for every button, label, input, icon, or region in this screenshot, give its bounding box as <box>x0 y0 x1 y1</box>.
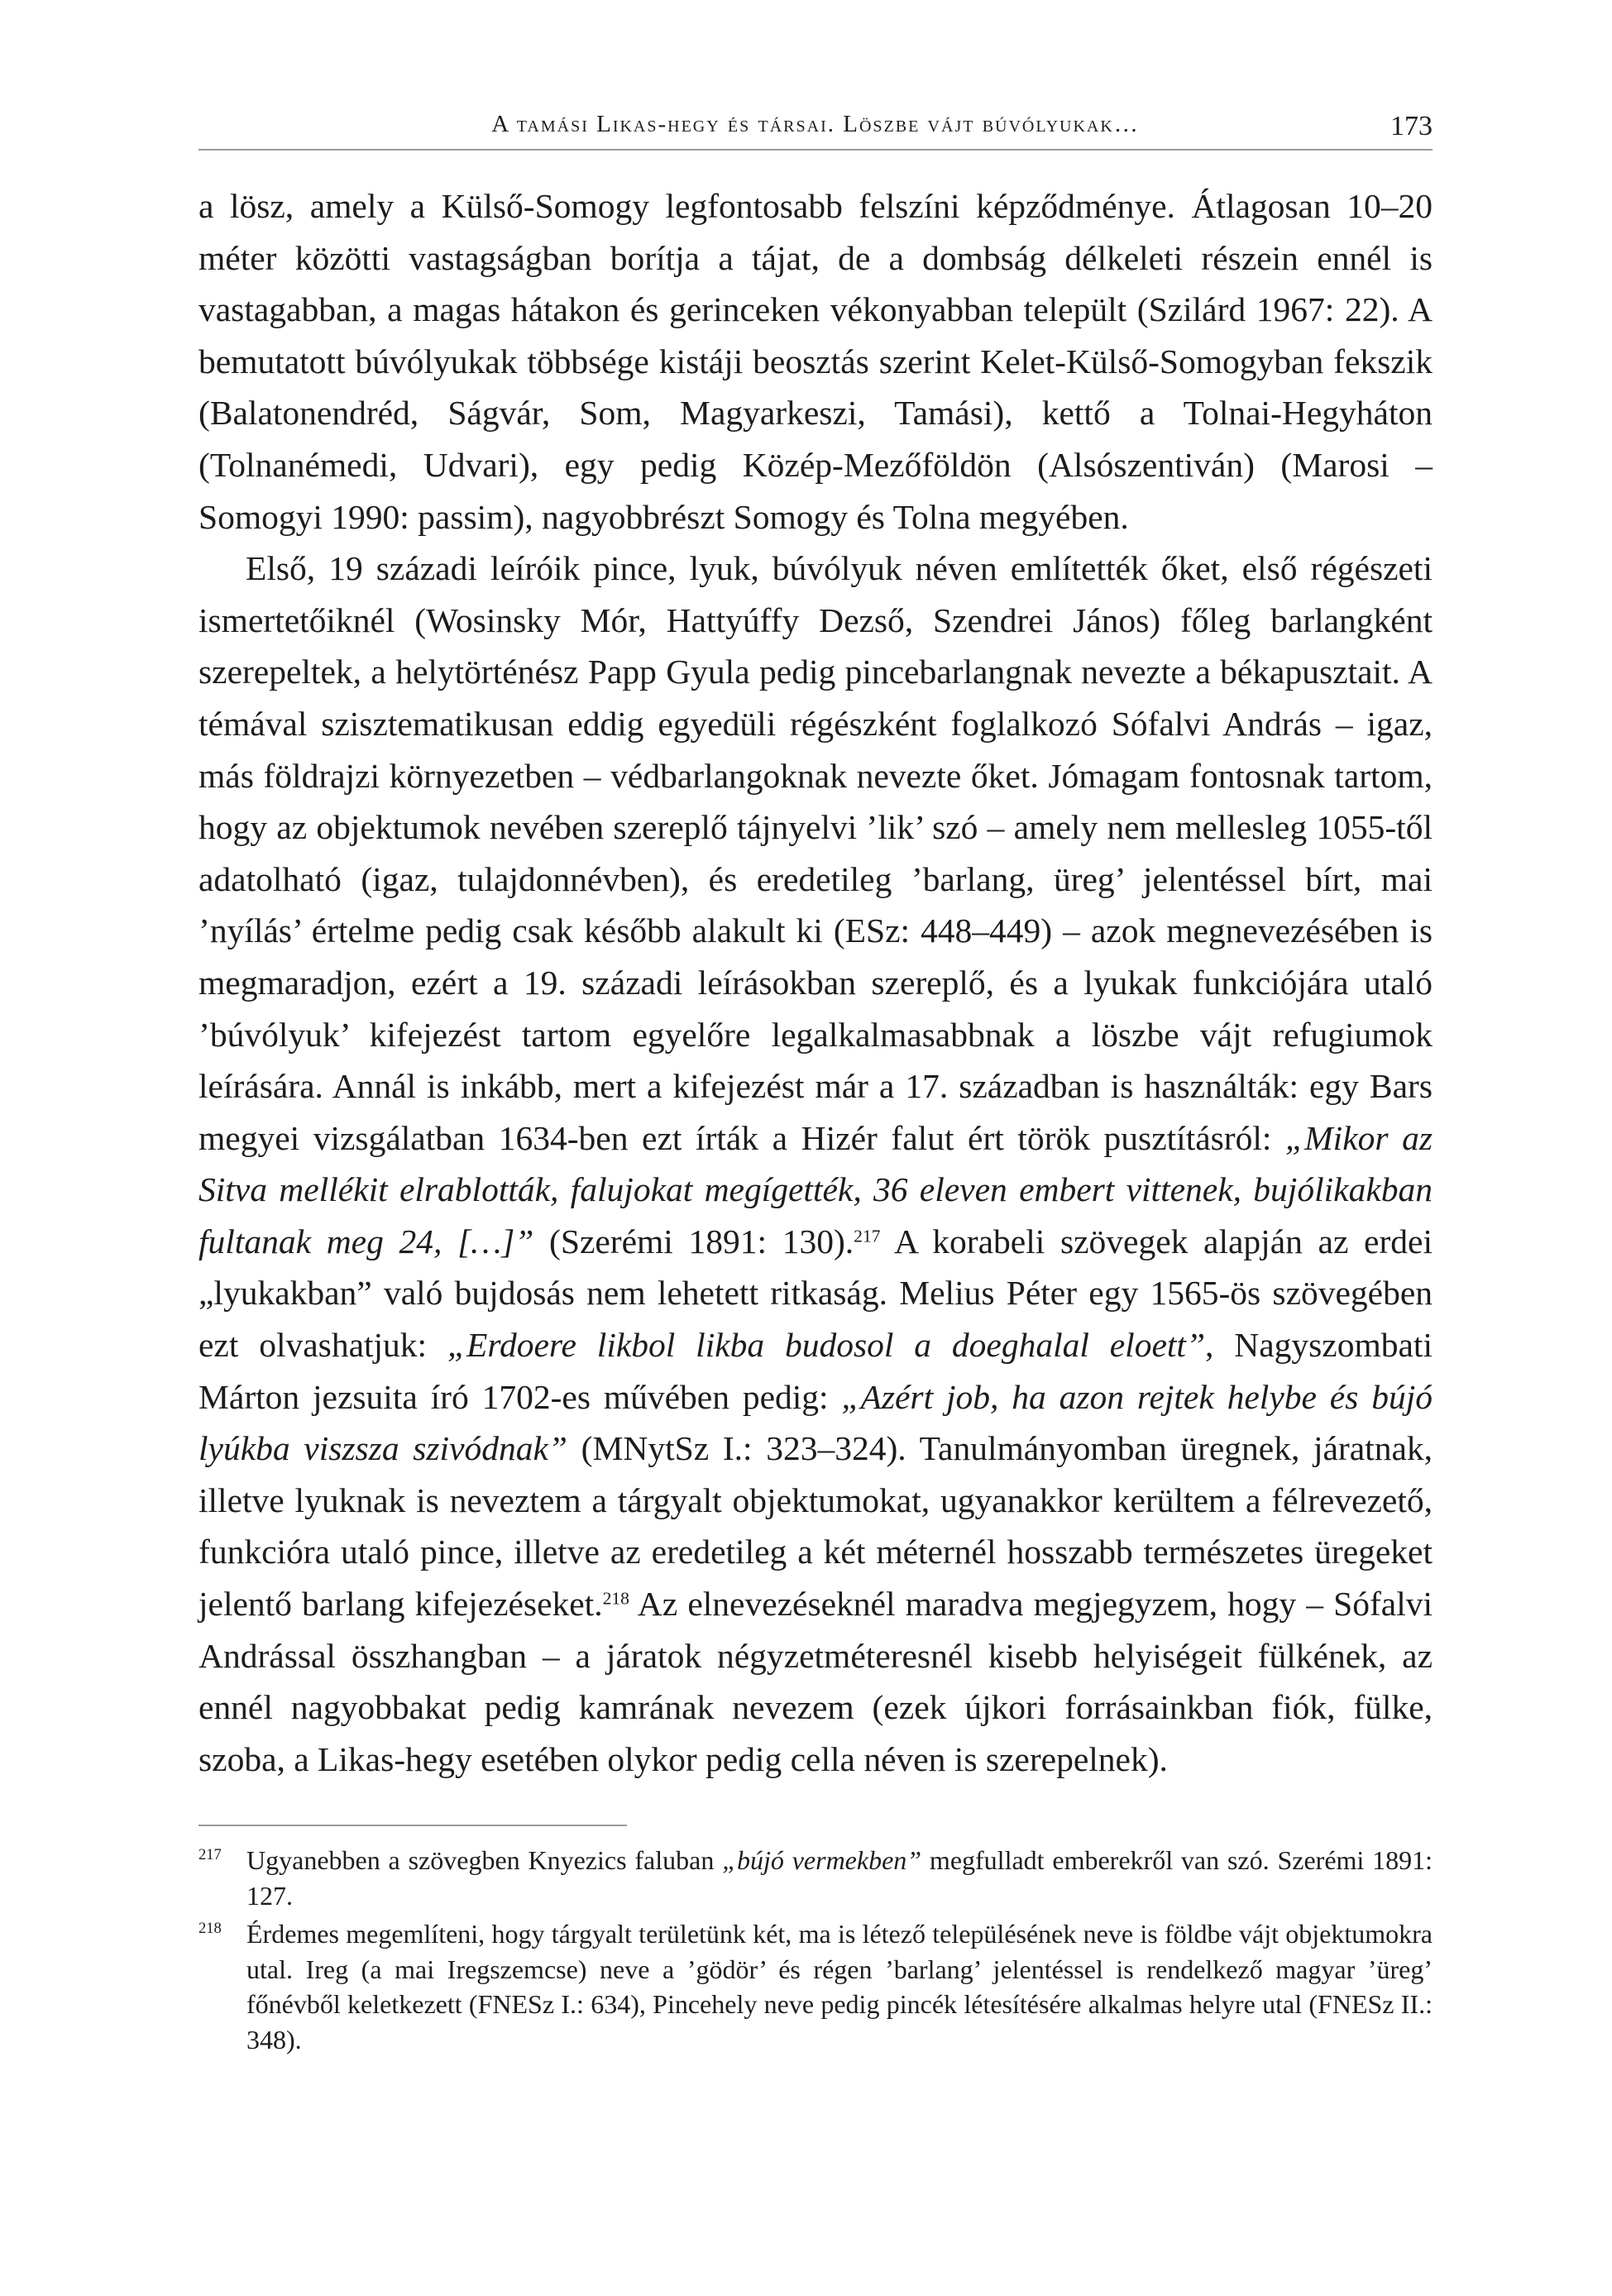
italic-quote: „bújó vermekben” <box>722 1845 922 1876</box>
text-run: Ugyanebben a szövegben Knyezics faluban <box>246 1845 723 1876</box>
footnote-number: 217 <box>199 1846 222 1864</box>
italic-quote: „Mikor az Sitva mellékit elrablották, falujokat megígették, 36 eleven embert vittenek, bujólikakban fultanak meg 24, […]” <box>199 1118 1433 1260</box>
footnote <box>199 1916 1433 2057</box>
footnotes <box>199 1843 1433 2057</box>
text-run: Az elnevezéseknél maradva megjegyzem, hogy – Sófalvi Andrással összhangban – a járatok négyzetméteresnél kisebb helyiségeit fülkének, az ennél nagyobbakat pedig kamrának nevezem (ezek újkori forrásainkban fiók, fülke, szoba, a Likas-hegy esetében olykor pedig cella néven is szerepelnek). <box>199 1585 1433 1778</box>
italic-quote: „Erdoere likbol likba budosol a doeghalal eloett” <box>447 1326 1206 1365</box>
text-run: megfulladt emberekről van szó. Szerémi 1891: 127. <box>246 1845 1433 1911</box>
paragraph: a lösz, amely a Külső-Somogy legfontosabb felszíni képződménye. Átlagosan 10–20 méter közötti vastagságban borítja a tájat, de a dombság délkeleti részein ennél is vastagabban, a magas hátakon és gerinceken vékonyabban települt (Szilárd 1967: 22). A bemutatott búvólyukak többsége kistáji beosztás szerint Kelet-Külső-Somogyban fekszik (Balatonendréd, Ságvár, Som, Magyarkeszi, Tamási), kettő a Tolnai-Hegyháton (Tolnanémedi, Udvari), egy pedig Közép-Mezőföldön (Alsószentiván) (Marosi – Somogyi 1990: passim), nagyobbrészt Somogy és Tolna megyében. <box>199 187 1433 536</box>
footnote-divider <box>199 1825 627 1826</box>
text-run: Első, 19 századi leíróik pince, lyuk, búvólyuk néven említették őket, első régészeti ismertetőiknél (Wosinsky Mór, Hattyúffy Dezső, Szendrei János) főleg barlangként szerepeltek, a helytörténész Papp Gyula pedig pincebarlangnak nevezte a békapusztait. A témával szisztematikusan eddig egyedüli régészként foglalkozó Sófalvi András – igaz, más földrajzi környezetben – védbarlangoknak nevezte őket. Jómagam fontosnak tartom, hogy az objektumok nevében szereplő tájnyelvi ’lik’ szó – amely nem mellesleg 1055-től adatolható (igaz, tulajdonnévben), és eredetileg ’barlang, üreg’ jelentéssel bírt, mai ’nyílás’ értelme pedig csak később alakult ki (ESz: 448–449) – azok megnevezésében is megmaradjon, ezért a 19. századi leírásokban szereplő, és a lyukak funkciójára utaló ’búvólyuk’ kifejezést tartom egyelőre legalkalmasabbnak a löszbe vájt refugiumok leírására. Annál is inkább, mert a kifejezést már a 17. században is használták: egy Bars megyei vizsgálatban 1634-ben ezt írták a Hizér falut ért török pusztításról: <box>199 549 1433 1157</box>
body-text <box>199 180 1433 1785</box>
footnote <box>199 1843 1433 1913</box>
text-run: (MNytSz I.: 323–324). Tanulmányomban üregnek, járatnak, illetve lyuknak is neveztem a tárgyalt objektumokat, ugyanakkor kerültem a félrevezető, funkcióra utaló pince, illetve az eredetileg a két méternél hosszabb természetes üregeket jelentő barlang kifejezéseket. <box>199 1429 1433 1624</box>
text-run: A korabeli szövegek alapján az erdei „lyukakban” való bujdosás nem lehetett ritkaság. Melius Péter egy 1565-ös szövegében ezt olvashatjuk: <box>199 1222 1433 1365</box>
running-title: A tamási Likas-hegy és társai. Löszbe vájt búvólyukak… <box>491 111 1140 137</box>
footnote-text <box>246 1843 1433 1913</box>
text-run: (Szerémi 1891: 130). <box>533 1222 854 1260</box>
footnote-text: Érdemes megemlíteni, hogy tárgyalt területünk két, ma is létező településének neve is földbe vájt objektumokra utal. Ireg (a mai Iregszemcse) neve a ’gödör’ és régen ’barlang’ jelentéssel is rendelkező magyar ’üreg’ főnévből keletkezett (FNESz I.: 634), Pincehely neve pedig pincék létesítésére alkalmas helyre utal (FNESz II.: 348). <box>246 1919 1433 2054</box>
footnote-reference[interactable]: 218 <box>602 1588 629 1609</box>
footnote-number: 218 <box>199 1920 222 1938</box>
paragraph <box>199 543 1433 1785</box>
footnote-reference[interactable]: 217 <box>854 1226 881 1246</box>
text-run: , Nagyszombati Márton jezsuita író 1702-es művében pedig: <box>199 1326 1433 1416</box>
italic-quote: „Azért job, ha azon rejtek helybe és bújó lyúkba viszsza szivódnak” <box>199 1377 1433 1468</box>
book-page <box>199 108 1433 2060</box>
page-number: 173 <box>1390 111 1433 141</box>
running-header <box>199 108 1433 151</box>
